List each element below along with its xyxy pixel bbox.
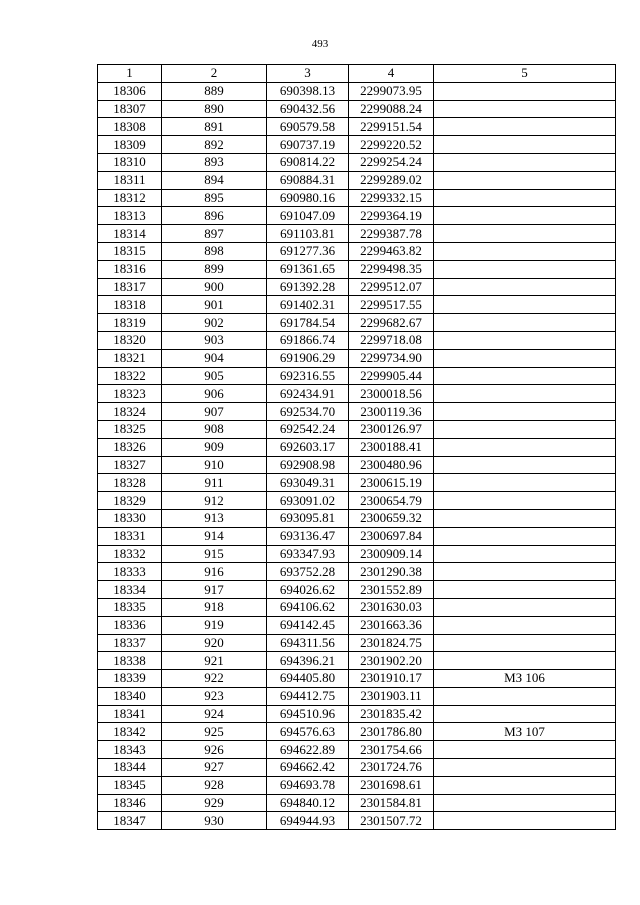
table-cell: 2301824.75	[349, 634, 434, 652]
table-row	[98, 723, 616, 741]
table-cell	[434, 349, 616, 367]
table-cell: 693049.31	[267, 474, 349, 492]
table-cell: 18328	[98, 474, 162, 492]
table-cell: 690737.19	[267, 136, 349, 154]
table-cell: 911	[162, 474, 267, 492]
table-cell: 918	[162, 598, 267, 616]
table-row	[98, 189, 616, 207]
page-number: 493	[311, 38, 329, 50]
table-cell	[434, 438, 616, 456]
table-cell: 2301663.36	[349, 616, 434, 634]
table-cell	[434, 82, 616, 100]
table-cell: 2300119.36	[349, 403, 434, 421]
table-cell	[434, 812, 616, 830]
table-cell: 18325	[98, 420, 162, 438]
table-row	[98, 207, 616, 225]
table-cell: 692542.24	[267, 420, 349, 438]
table-header-row	[98, 65, 616, 83]
table-cell: 2299364.19	[349, 207, 434, 225]
table-cell: 892	[162, 136, 267, 154]
table-row	[98, 153, 616, 171]
table-cell: 930	[162, 812, 267, 830]
table-cell: 694405.80	[267, 670, 349, 688]
table-cell: 18340	[98, 687, 162, 705]
table-row	[98, 438, 616, 456]
table-cell: 18306	[98, 82, 162, 100]
table-cell: 924	[162, 705, 267, 723]
table-cell: 692603.17	[267, 438, 349, 456]
table-cell: 2300697.84	[349, 527, 434, 545]
table-cell: 900	[162, 278, 267, 296]
table-cell: 18320	[98, 331, 162, 349]
table-row	[98, 598, 616, 616]
table-row	[98, 100, 616, 118]
table-row	[98, 82, 616, 100]
table-cell: 18316	[98, 260, 162, 278]
table-row	[98, 403, 616, 421]
table-cell: 18311	[98, 171, 162, 189]
table-cell: 2300659.32	[349, 509, 434, 527]
table-body	[98, 82, 616, 829]
table-cell	[434, 153, 616, 171]
table-cell	[434, 759, 616, 777]
table-cell: 2299682.67	[349, 314, 434, 332]
table-cell: 926	[162, 741, 267, 759]
table-cell: 2301910.17	[349, 670, 434, 688]
table-cell: 691906.29	[267, 349, 349, 367]
table-row	[98, 242, 616, 260]
table-row	[98, 527, 616, 545]
table-cell: 2299463.82	[349, 242, 434, 260]
table-cell	[434, 687, 616, 705]
table-cell: 927	[162, 759, 267, 777]
table-cell: 691277.36	[267, 242, 349, 260]
table-cell: 896	[162, 207, 267, 225]
table-row	[98, 278, 616, 296]
table-cell	[434, 385, 616, 403]
table-cell: 18343	[98, 741, 162, 759]
table-cell	[434, 456, 616, 474]
table-cell: 18317	[98, 278, 162, 296]
table-cell: 2301902.20	[349, 652, 434, 670]
table-cell	[434, 616, 616, 634]
table-cell	[434, 403, 616, 421]
table-cell	[434, 296, 616, 314]
table-row	[98, 171, 616, 189]
table-cell: 18324	[98, 403, 162, 421]
column-header: 1	[98, 65, 162, 83]
table-cell: 928	[162, 776, 267, 794]
table-cell	[434, 527, 616, 545]
table-cell: 691103.81	[267, 225, 349, 243]
table-cell: 18346	[98, 794, 162, 812]
table-cell: 18341	[98, 705, 162, 723]
column-header: 3	[267, 65, 349, 83]
table-row	[98, 509, 616, 527]
table-row	[98, 687, 616, 705]
table-cell: 18313	[98, 207, 162, 225]
table-cell: 693091.02	[267, 492, 349, 510]
table-cell: 2299289.02	[349, 171, 434, 189]
table-cell: 691392.28	[267, 278, 349, 296]
table-cell: 694142.45	[267, 616, 349, 634]
table-cell: 894	[162, 171, 267, 189]
table-cell: 18307	[98, 100, 162, 118]
table-cell: 2299220.52	[349, 136, 434, 154]
table-cell: 903	[162, 331, 267, 349]
table-cell: 2301507.72	[349, 812, 434, 830]
table-cell: 18332	[98, 545, 162, 563]
table-cell	[434, 634, 616, 652]
table-cell: 18312	[98, 189, 162, 207]
table-cell: 897	[162, 225, 267, 243]
table-cell	[434, 581, 616, 599]
table-row	[98, 581, 616, 599]
table-row	[98, 794, 616, 812]
table-cell: 2299088.24	[349, 100, 434, 118]
table-cell: 916	[162, 563, 267, 581]
table-cell: 18342	[98, 723, 162, 741]
table-row	[98, 492, 616, 510]
table-cell: 18333	[98, 563, 162, 581]
table-cell	[434, 260, 616, 278]
table-cell	[434, 242, 616, 260]
table-cell: 901	[162, 296, 267, 314]
table-cell: 2299387.78	[349, 225, 434, 243]
table-cell: 694311.56	[267, 634, 349, 652]
table-cell: 694026.62	[267, 581, 349, 599]
table-cell: 692434.91	[267, 385, 349, 403]
table-cell	[434, 545, 616, 563]
table-row	[98, 367, 616, 385]
table-cell	[434, 492, 616, 510]
table-cell: 2300654.79	[349, 492, 434, 510]
table-cell: 2299512.07	[349, 278, 434, 296]
table-row	[98, 118, 616, 136]
table-cell	[434, 367, 616, 385]
table-cell: 18345	[98, 776, 162, 794]
table-row	[98, 812, 616, 830]
table-cell: 18318	[98, 296, 162, 314]
table-cell: 690884.31	[267, 171, 349, 189]
table-cell: 2301630.03	[349, 598, 434, 616]
table-cell: 920	[162, 634, 267, 652]
table-cell: 693347.93	[267, 545, 349, 563]
table-row	[98, 349, 616, 367]
table-cell: 690398.13	[267, 82, 349, 100]
table-cell: 2301290.38	[349, 563, 434, 581]
table-cell	[434, 705, 616, 723]
table-cell: 2299151.54	[349, 118, 434, 136]
table-cell: 925	[162, 723, 267, 741]
table-cell: 694510.96	[267, 705, 349, 723]
table-row	[98, 420, 616, 438]
table-cell: 2301698.61	[349, 776, 434, 794]
table-cell: 2300126.97	[349, 420, 434, 438]
table-cell: 18321	[98, 349, 162, 367]
table-cell: 907	[162, 403, 267, 421]
table-cell: 893	[162, 153, 267, 171]
table-cell: 18314	[98, 225, 162, 243]
table-cell: 915	[162, 545, 267, 563]
table-cell: 2299905.44	[349, 367, 434, 385]
table-cell: 694693.78	[267, 776, 349, 794]
table-cell: 909	[162, 438, 267, 456]
table-cell: 694944.93	[267, 812, 349, 830]
table-cell	[434, 741, 616, 759]
table-cell: 2299332.15	[349, 189, 434, 207]
table-cell: 914	[162, 527, 267, 545]
table-row	[98, 456, 616, 474]
table-cell: 2301903.11	[349, 687, 434, 705]
table-cell: 692908.98	[267, 456, 349, 474]
table-cell: 694106.62	[267, 598, 349, 616]
table-cell	[434, 100, 616, 118]
table-row	[98, 225, 616, 243]
table-cell: 919	[162, 616, 267, 634]
table-cell: 18334	[98, 581, 162, 599]
table-cell: 690579.58	[267, 118, 349, 136]
table-cell: 2301724.76	[349, 759, 434, 777]
table-row	[98, 136, 616, 154]
table-cell: 691402.31	[267, 296, 349, 314]
table-cell: 18319	[98, 314, 162, 332]
table-row	[98, 759, 616, 777]
table-row	[98, 545, 616, 563]
table-cell: 694412.75	[267, 687, 349, 705]
table-row	[98, 741, 616, 759]
table-cell: 693136.47	[267, 527, 349, 545]
table-cell: 18315	[98, 242, 162, 260]
table-cell	[434, 563, 616, 581]
table-row	[98, 296, 616, 314]
table-cell: 694396.21	[267, 652, 349, 670]
table-cell: 905	[162, 367, 267, 385]
table-cell	[434, 509, 616, 527]
table-cell	[434, 278, 616, 296]
table-cell: МЗ 107	[434, 723, 616, 741]
table-cell: 899	[162, 260, 267, 278]
table-cell: 692534.70	[267, 403, 349, 421]
table-cell: 917	[162, 581, 267, 599]
table-cell	[434, 652, 616, 670]
table-cell: 898	[162, 242, 267, 260]
table-cell: 889	[162, 82, 267, 100]
column-header: 5	[434, 65, 616, 83]
table-cell: 2299254.24	[349, 153, 434, 171]
table-cell	[434, 794, 616, 812]
table-cell: 18322	[98, 367, 162, 385]
table-cell	[434, 420, 616, 438]
table-cell: 902	[162, 314, 267, 332]
table-cell: 2301835.42	[349, 705, 434, 723]
table-cell: 2301552.89	[349, 581, 434, 599]
table-cell: 895	[162, 189, 267, 207]
coordinates-table	[97, 64, 616, 830]
table-row	[98, 260, 616, 278]
table-cell: 18338	[98, 652, 162, 670]
table-cell: 18310	[98, 153, 162, 171]
table-cell: 694840.12	[267, 794, 349, 812]
table-cell: 18327	[98, 456, 162, 474]
table-cell: 18347	[98, 812, 162, 830]
table-cell: 694622.89	[267, 741, 349, 759]
table-cell: 18323	[98, 385, 162, 403]
table-cell: 904	[162, 349, 267, 367]
table-cell: 921	[162, 652, 267, 670]
table-cell: 690814.22	[267, 153, 349, 171]
table-cell: 929	[162, 794, 267, 812]
table-row	[98, 474, 616, 492]
table-cell: 891	[162, 118, 267, 136]
table-row	[98, 331, 616, 349]
table-cell: 908	[162, 420, 267, 438]
table-row	[98, 616, 616, 634]
table-cell: 2299718.08	[349, 331, 434, 349]
table-row	[98, 652, 616, 670]
table-cell	[434, 314, 616, 332]
table-cell: 691784.54	[267, 314, 349, 332]
table-cell	[434, 189, 616, 207]
table-cell	[434, 118, 616, 136]
table-cell: 693752.28	[267, 563, 349, 581]
table-cell: 690432.56	[267, 100, 349, 118]
column-header: 4	[349, 65, 434, 83]
table-cell: 18326	[98, 438, 162, 456]
column-header: 2	[162, 65, 267, 83]
table-cell: 691361.65	[267, 260, 349, 278]
table-row	[98, 776, 616, 794]
table-row	[98, 385, 616, 403]
table-cell	[434, 225, 616, 243]
table-cell: 2301584.81	[349, 794, 434, 812]
table-cell: 913	[162, 509, 267, 527]
table-cell: 2301754.66	[349, 741, 434, 759]
table-cell	[434, 171, 616, 189]
table-cell: 2299734.90	[349, 349, 434, 367]
table-cell: 890	[162, 100, 267, 118]
table-cell: 18309	[98, 136, 162, 154]
table-cell: 694662.42	[267, 759, 349, 777]
table-row	[98, 634, 616, 652]
table-cell: 691866.74	[267, 331, 349, 349]
table-cell	[434, 598, 616, 616]
table-cell: 691047.09	[267, 207, 349, 225]
table-cell: 922	[162, 670, 267, 688]
table-cell	[434, 776, 616, 794]
table-cell: 923	[162, 687, 267, 705]
table-cell: 2299498.35	[349, 260, 434, 278]
table-row	[98, 563, 616, 581]
table-cell: 2300480.96	[349, 456, 434, 474]
table-cell: 18329	[98, 492, 162, 510]
table-row	[98, 705, 616, 723]
table-cell	[434, 207, 616, 225]
table-cell	[434, 474, 616, 492]
table-cell: 18337	[98, 634, 162, 652]
table-cell: МЗ 106	[434, 670, 616, 688]
table-cell: 2300018.56	[349, 385, 434, 403]
table-cell: 690980.16	[267, 189, 349, 207]
table-cell: 18344	[98, 759, 162, 777]
table-cell: 18330	[98, 509, 162, 527]
table-cell: 2300188.41	[349, 438, 434, 456]
table-cell	[434, 136, 616, 154]
table-cell: 906	[162, 385, 267, 403]
table-row	[98, 670, 616, 688]
table-cell: 18339	[98, 670, 162, 688]
table-cell: 2299517.55	[349, 296, 434, 314]
table-cell: 18336	[98, 616, 162, 634]
table-cell: 910	[162, 456, 267, 474]
table-cell: 692316.55	[267, 367, 349, 385]
table-cell: 18335	[98, 598, 162, 616]
table-cell: 18331	[98, 527, 162, 545]
table-cell: 18308	[98, 118, 162, 136]
table-cell: 693095.81	[267, 509, 349, 527]
table-row	[98, 314, 616, 332]
table-cell: 2300909.14	[349, 545, 434, 563]
table-cell	[434, 331, 616, 349]
table-cell: 694576.63	[267, 723, 349, 741]
table-cell: 912	[162, 492, 267, 510]
table-cell: 2300615.19	[349, 474, 434, 492]
table-cell: 2299073.95	[349, 82, 434, 100]
table-cell: 2301786.80	[349, 723, 434, 741]
